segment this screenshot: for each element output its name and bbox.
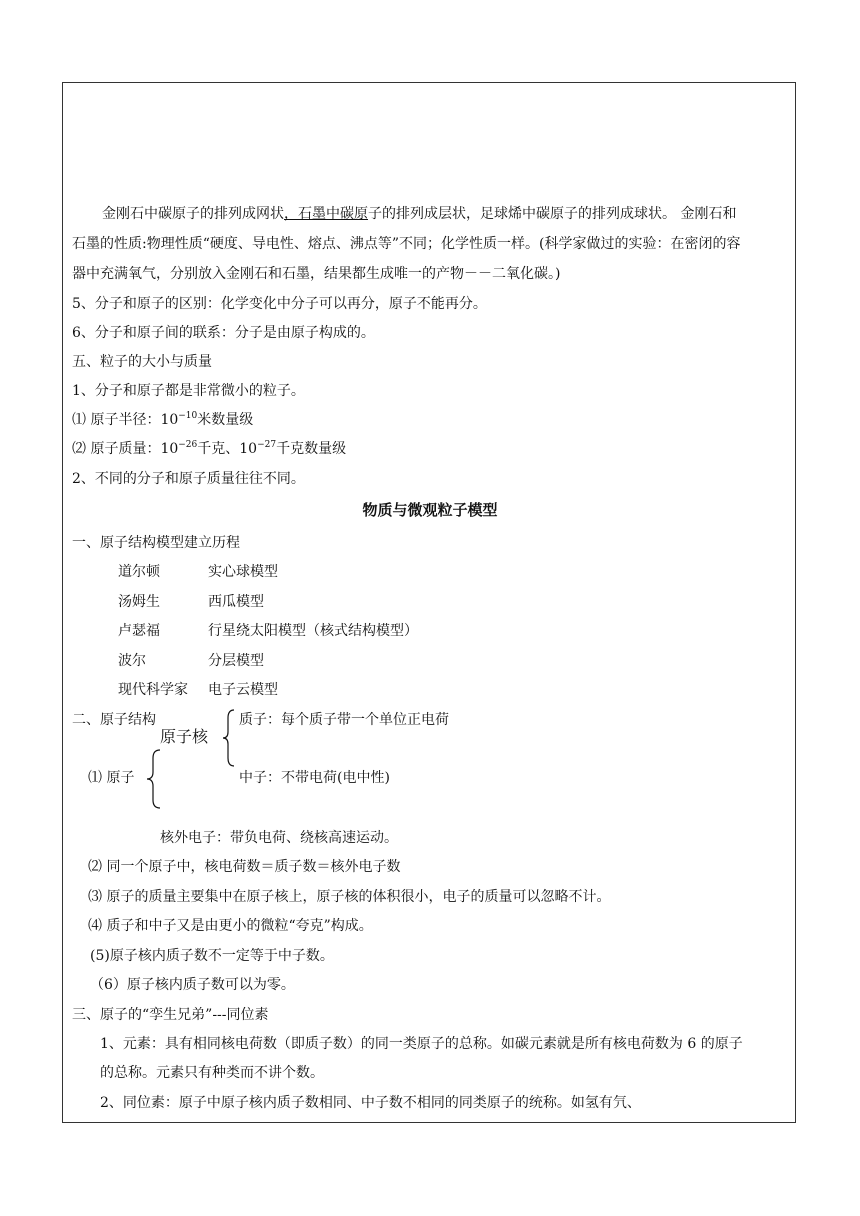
section-1-heading: 一、原子结构模型建立历程 (72, 535, 240, 551)
section-3-heading: 三、原子的“孪生兄弟”---同位素 (72, 1007, 269, 1023)
section-5-heading: 五、粒子的大小与质量 (72, 354, 212, 370)
atom-radius: ⑴ 原子半径：$10^{-10}$米数量级 (72, 411, 254, 428)
para-carbon-line2: 石墨的性质:物理性质“硬度、导电性、熔点、沸点等”不同；化学性质一样。(科学家做过的实验：在密闭的容 (72, 236, 741, 252)
model-type: 电子云模型 (208, 682, 278, 698)
para-carbon-line3: 器中充满氧气，分别放入金刚石和石墨，结果都生成唯一的产物－－二氧化碳。) (72, 266, 561, 282)
section-5-item-1: 1、分子和原子都是非常微小的粒子。 (72, 383, 305, 399)
point-3-mass: ⑶ 原子的质量主要集中在原子核上，原子核的体积很小，电子的质量可以忽略不计。 (88, 889, 611, 905)
model-name: 波尔 (118, 653, 146, 669)
atom-brace (146, 748, 162, 810)
section-5-item-2: 2、不同的分子和原子质量往往不同。 (72, 471, 305, 487)
electron-desc: 核外电子：带负电荷、绕核高速运动。 (160, 830, 398, 846)
model-type: 行星绕太阳模型（核式结构模型） (208, 623, 418, 639)
nucleus-brace (222, 708, 236, 768)
model-type: 实心球模型 (208, 564, 278, 580)
isotope-def: 2、同位素：原子中原子核内质子数相同、中子数不相同的同类原子的统称。如氢有氕、 (100, 1095, 641, 1111)
point-2-charge: ⑵ 同一个原子中，核电荷数＝质子数＝核外电子数 (88, 859, 401, 875)
atom-mass: ⑵ 原子质量：$10^{-26}$千克、$10^{-27}$千克数量级 (72, 440, 347, 457)
model-name: 道尔顿 (118, 564, 160, 580)
model-name: 汤姆生 (118, 594, 160, 610)
point-6-proton-zero: （6）原子核内质子数可以为零。 (90, 977, 295, 993)
para-carbon-line1: 金刚石中碳原子的排列成网状，石墨中碳原子的排列成层状，足球烯中碳原子的排列成球状。 金刚石和 (102, 206, 737, 222)
atom-label: ⑴ 原子 (88, 770, 135, 786)
point-4-quark: ⑷ 质子和中子又是由更小的微粒“夸克”构成。 (88, 918, 373, 934)
page-title: 物质与微观粒子模型 (362, 501, 498, 519)
nucleus-label: 原子核 (160, 727, 209, 746)
element-def-line1: 1、元素：具有相同核电荷数（即质子数）的同一类原子的总称。如碳元素就是所有核电荷数为 6 的原子 (100, 1036, 743, 1052)
point-6: 6、分子和原子间的联系：分子是由原子构成的。 (72, 325, 375, 341)
point-5: 5、分子和原子的区别：化学变化中分子可以再分，原子不能再分。 (72, 296, 487, 312)
neutron-desc: 中子：不带电荷(电中性) (239, 770, 390, 786)
model-name: 现代科学家 (118, 682, 188, 698)
model-name: 卢瑟福 (118, 623, 160, 639)
element-def-line2: 的总称。元素只有种类而不讲个数。 (100, 1065, 324, 1081)
model-type: 分层模型 (208, 653, 264, 669)
point-5-neutron: (5)原子核内质子数不一定等于中子数。 (90, 948, 334, 964)
section-2-heading: 二、原子结构 (72, 712, 156, 728)
proton-desc: 质子：每个质子带一个单位正电荷 (239, 712, 449, 728)
model-type: 西瓜模型 (208, 594, 264, 610)
